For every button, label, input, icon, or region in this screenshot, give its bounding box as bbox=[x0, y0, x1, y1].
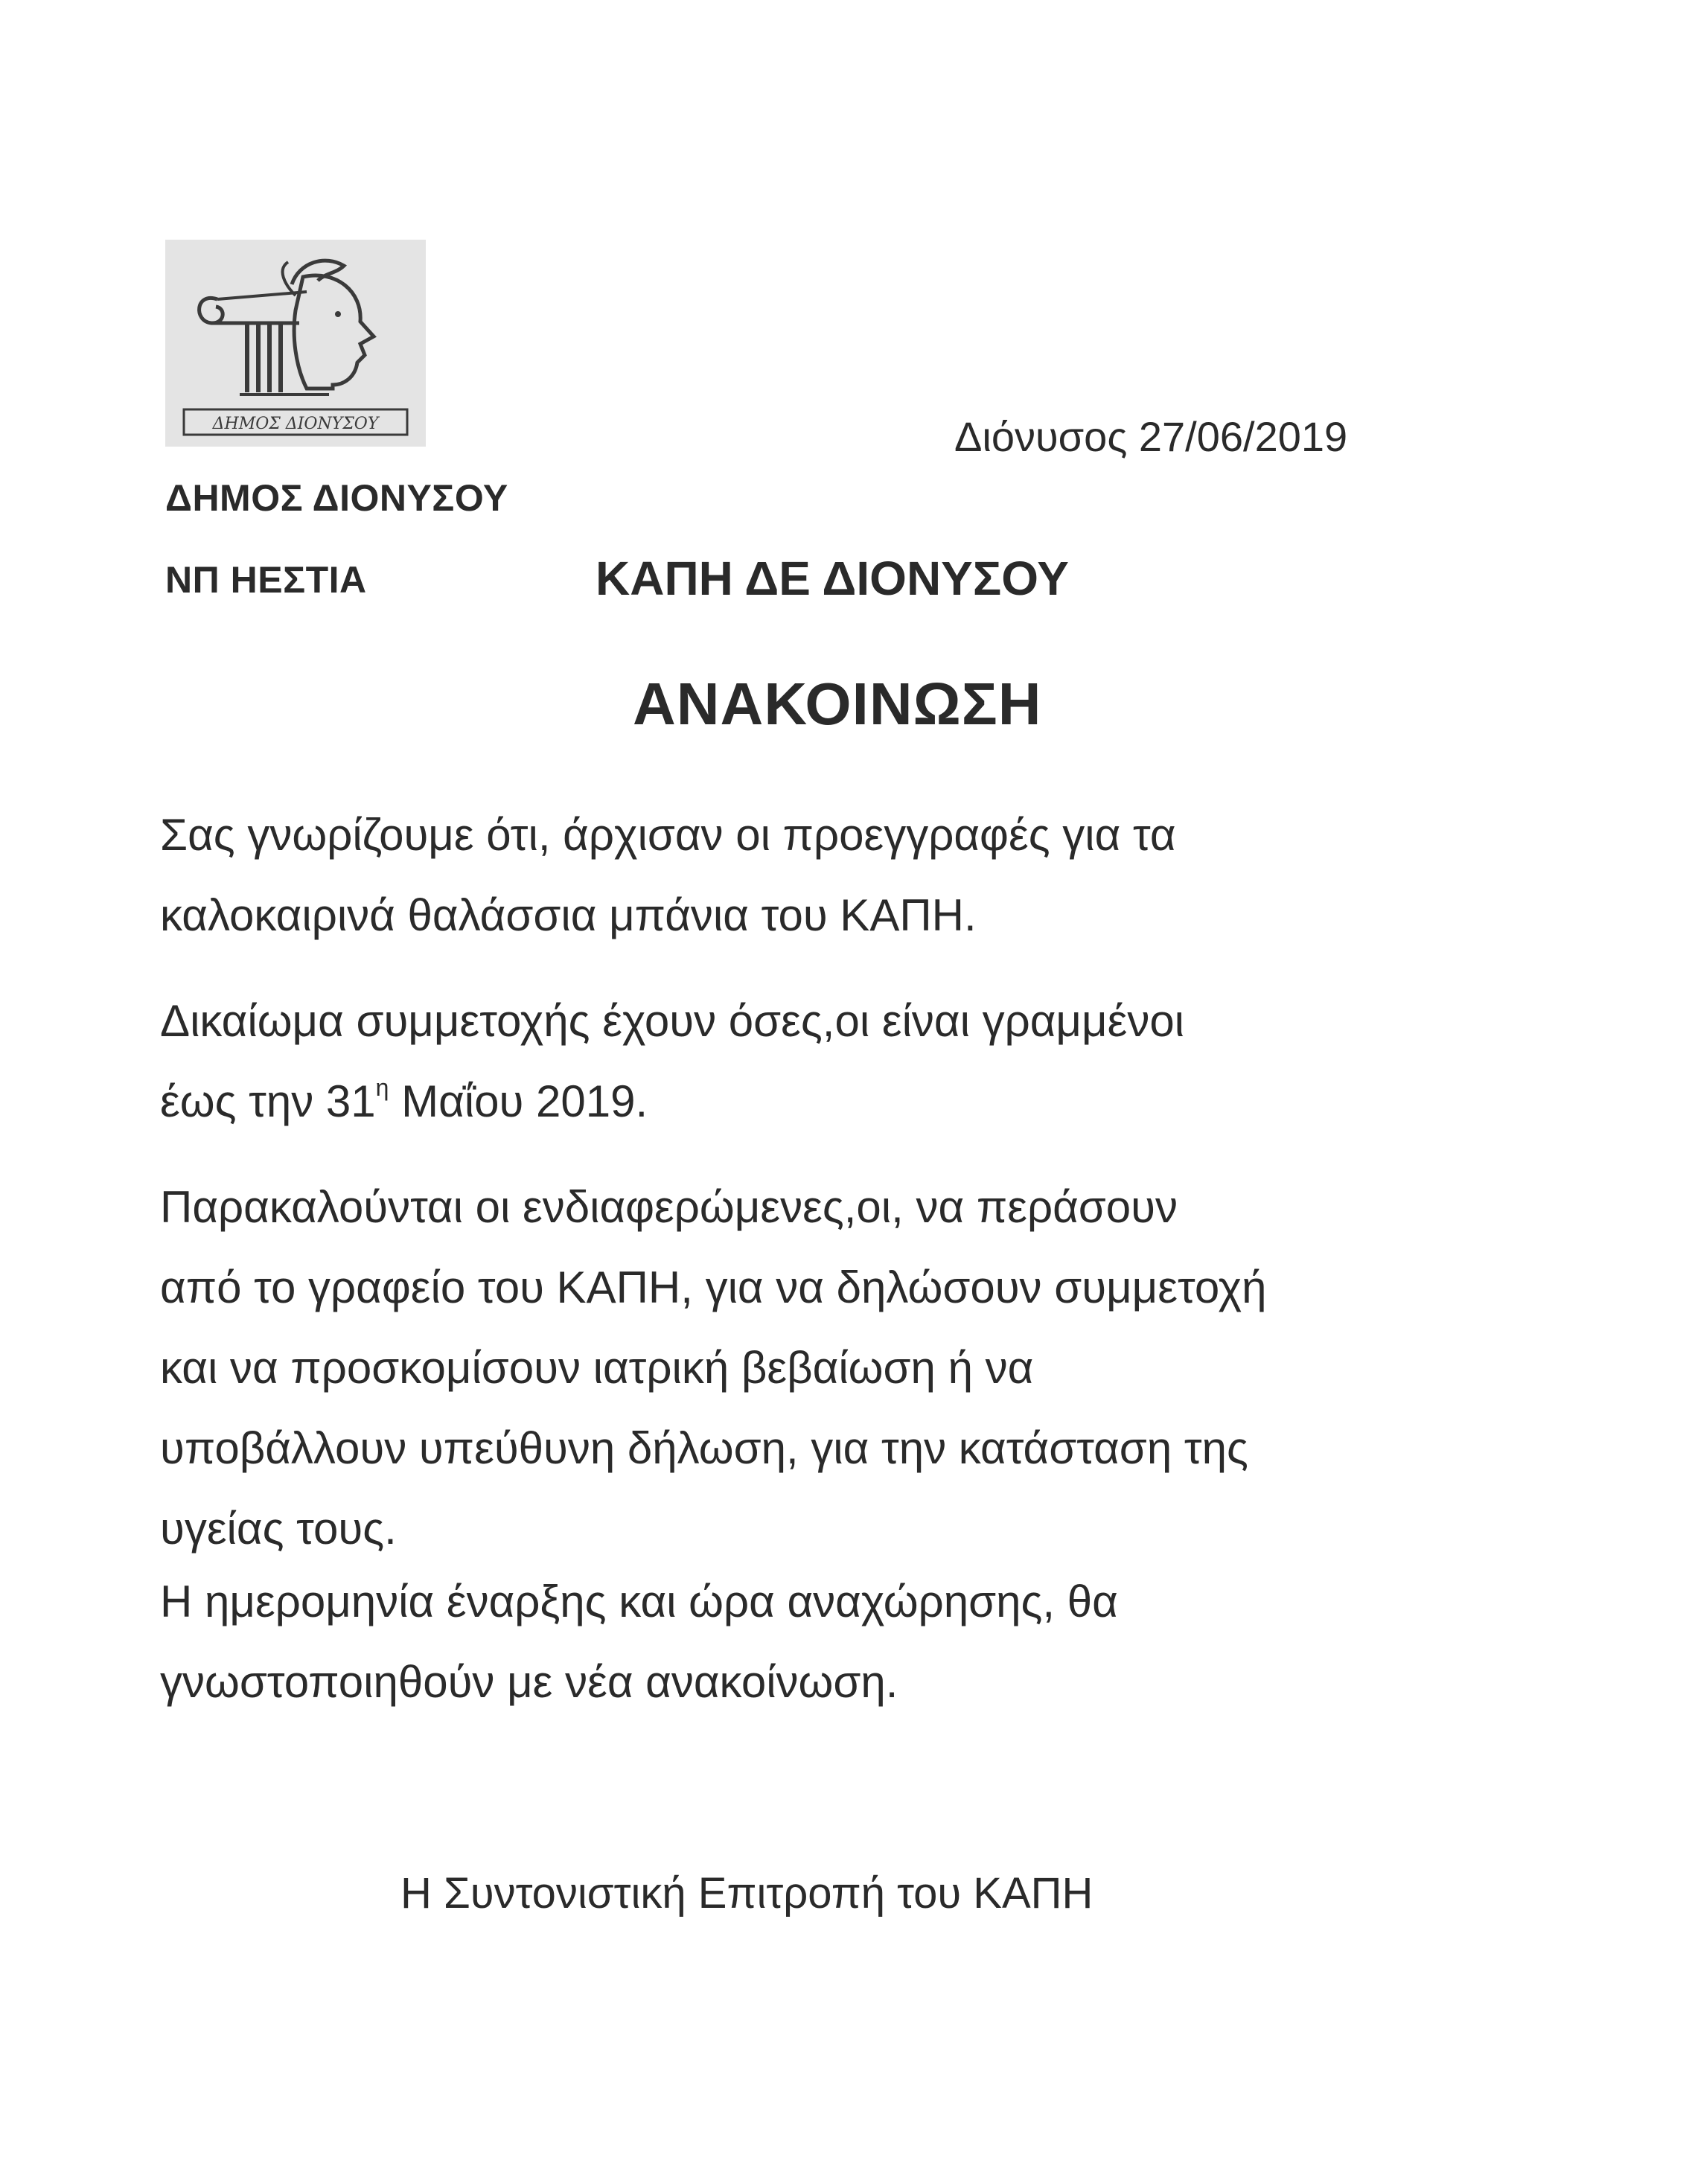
announcement-title: ΑΝΑΚΟΙΝΩΣΗ bbox=[633, 671, 1042, 737]
column-head-logo-icon bbox=[165, 240, 426, 447]
paragraph-2-line-2-end: Μαΐου 2019. bbox=[389, 1076, 648, 1126]
entity-name: ΝΠ ΗΕΣΤΙΑ bbox=[165, 559, 367, 601]
paragraph-3-line-1: Παρακαλούνται οι ενδιαφερώμενες,οι, να περάσουν bbox=[160, 1182, 1178, 1232]
paragraph-4-line-2: γνωστοποιηθούν με νέα ανακοίνωση. bbox=[160, 1657, 898, 1707]
paragraph-4-line-1: Η ημερομηνία έναρξης και ώρα αναχώρησης, θα bbox=[160, 1577, 1118, 1626]
paragraph-1-line-2: καλοκαιρινά θαλάσσια μπάνια του ΚΑΠΗ. bbox=[160, 890, 977, 940]
signature: Η Συντονιστική Επιτροπή του ΚΑΠΗ bbox=[400, 1869, 1093, 1918]
paragraph-3 bbox=[160, 1167, 1515, 1569]
paragraph-3-line-2: από το γραφείο του ΚΑΠΗ, για να δηλώσουν συμμετοχή bbox=[160, 1262, 1267, 1312]
paragraph-2-line-2-start: έως την 31 bbox=[160, 1076, 376, 1126]
paragraph-3-line-3: και να προσκομίσουν ιατρική βεβαίωση ή να bbox=[160, 1343, 1034, 1393]
document-date: Διόνυσος 27/06/2019 bbox=[954, 413, 1348, 460]
paragraph-2-line-2 bbox=[160, 1061, 1515, 1142]
paragraph-4 bbox=[160, 1562, 1515, 1722]
ordinal-superscript: η bbox=[375, 1074, 389, 1101]
paragraph-3-line-5: υγείας τους. bbox=[160, 1504, 397, 1554]
paragraph-3-line-4: υποβάλλουν υπεύθυνη δήλωση, για την κατάσταση της bbox=[160, 1423, 1248, 1473]
paragraph-2-line-1: Δικαίωμα συμμετοχής έχουν όσες,οι είναι γραμμένοι bbox=[160, 996, 1185, 1046]
logo-caption: ΔΗΜΟΣ ΔΙΟΝΥΣΟΥ bbox=[212, 415, 379, 433]
municipality-name: ΔΗΜΟΣ ΔΙΟΝΥΣΟΥ bbox=[165, 477, 508, 519]
paragraph-2 bbox=[160, 981, 1515, 1142]
paragraph-1-line-1: Σας γνωρίζουμε ότι, άρχισαν οι προεγγραφές για τα bbox=[160, 810, 1176, 860]
center-name: ΚΑΠΗ ΔΕ ΔΙΟΝΥΣΟΥ bbox=[596, 552, 1069, 605]
paragraph-1 bbox=[160, 795, 1515, 956]
municipality-logo bbox=[165, 240, 426, 447]
